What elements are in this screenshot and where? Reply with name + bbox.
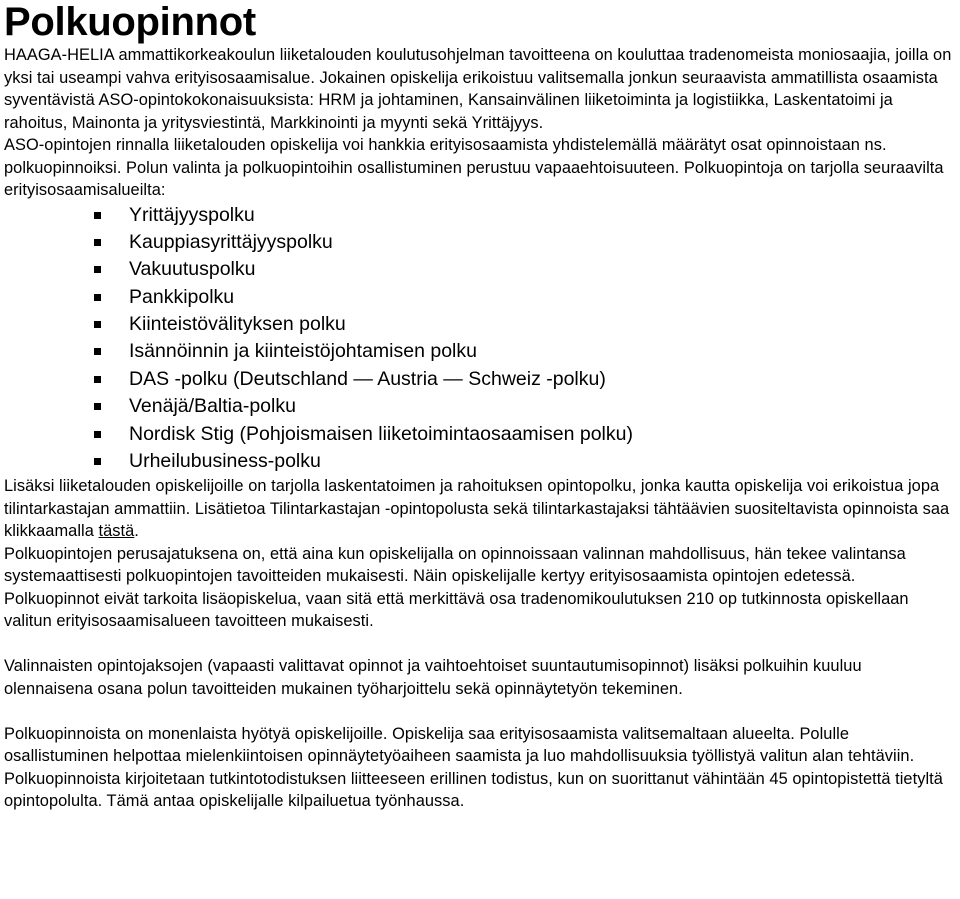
path-label: Kauppiasyrittäjyyspolku	[129, 230, 333, 253]
intro-paragraph: HAAGA-HELIA ammattikorkeakoulun liiketalouden koulutusohjelman tavoitteena on kouluttaa tradenomeista moniosaajia, joilla on yksi tai useampi vahva erityisosaamisalue. Jokainen opiskelija erikoistuu valitsemalla jonkun seuraavista ammatillista osaamista syventävistä ASO-opintokokonaisuuksista: HRM ja johtaminen, Kansainvälinen liiketoiminta ja logistiikka, Laskentatoimi ja rahoitus, Mainonta ja yritysviestintä, Markkinointi ja myynti sekä Yrittäjyys.	[4, 46, 952, 132]
list-item	[4, 256, 954, 283]
list-item	[4, 229, 954, 256]
list-item	[4, 421, 954, 448]
square-bullet-icon	[94, 348, 101, 355]
sentence-end: .	[134, 522, 139, 541]
square-bullet-icon	[94, 403, 101, 410]
list-item	[4, 366, 954, 393]
path-label: Yrittäjyyspolku	[129, 203, 255, 226]
path-label: Pankkipolku	[129, 285, 235, 308]
list-item	[4, 311, 954, 338]
path-label: DAS -polku (Deutschland — Austria — Schweiz -polku)	[129, 367, 606, 390]
square-bullet-icon	[94, 294, 101, 301]
page-title: Polkuopinnot	[4, 0, 256, 44]
electives-paragraph: Valinnaisten opintojaksojen (vapaasti valittavat opinnot ja vaihtoehtoiset suuntautumisopinnot) lisäksi polkuihin kuuluu olennaisena osana polun tavoitteiden mukainen työharjoittelu sekä opinnäytetyön tekeminen.	[4, 657, 862, 698]
square-bullet-icon	[94, 212, 101, 219]
spacer	[4, 633, 954, 656]
spacer	[4, 700, 954, 723]
square-bullet-icon	[94, 458, 101, 465]
path-label: Kiinteistövälityksen polku	[129, 313, 346, 336]
benefits-paragraph: Polkuopinnoista on monenlaista hyötyä opiskelijoille. Opiskelija saa erityisosaamista valitsemaltaan alueelta. Polulle osallistuminen helpottaa mielenkiintoisen opinnäytetyöaiheen saamista ja luo mahdollisuuksia työllistyä valitun alan tehtäviin. Polkuopinnoista kirjoitetaan tutkintotodistuksen liitteeseen erillinen todistus, kun on suorittanut vähintään 45 opintopistettä tietyltä opintopolulta. Tämä antaa opiskelijalle kilpailuetua työnhaussa.	[4, 724, 943, 811]
path-label: Vakuutuspolku	[129, 258, 256, 281]
path-label: Urheilubusiness-polku	[129, 450, 321, 473]
accounting-path-text: Lisäksi liiketalouden opiskelijoille on tarjolla laskentatoimen ja rahoituksen opintopolku, jonka kautta opiskelija voi erikoistua jopa tilintarkastajan ammattiin. Lisätietoa Tilintarkastajan -opintopolusta sekä tilintarkastajaksi tähtäävien suositeltavista opinnoista saa klikkaamalla	[4, 477, 950, 541]
list-item	[4, 202, 954, 229]
principle-paragraph: Polkuopintojen perusajatuksena on, että aina kun opiskelijalla on opinnoissaan valinnan mahdollisuus, hän tekee valintansa systemaattisesti polkuopintojen tavoitteiden mukaisesti. Näin opiskelijalle kertyy erityisosaamista opintojen edetessä. Polkuopinnot eivät tarkoita lisäopiskelua, vaan sitä että merkittävä osa tradenomikoulutuksen 210 op tutkinnosta opiskellaan valitun erityisosaamisalueen tavoitteen mukaisesti.	[4, 544, 909, 631]
list-item	[4, 338, 954, 365]
square-bullet-icon	[94, 266, 101, 273]
list-item	[4, 284, 954, 311]
path-label: Nordisk Stig (Pohjoismaisen liiketoimintaosaamisen polku)	[129, 422, 633, 445]
square-bullet-icon	[94, 376, 101, 383]
accounting-path-paragraph	[4, 475, 954, 543]
document-page	[4, 0, 954, 813]
path-label: Venäjä/Baltia-polku	[129, 395, 296, 418]
path-label: Isännöinnin ja kiinteistöjohtamisen polku	[129, 340, 477, 363]
path-list	[4, 202, 954, 476]
square-bullet-icon	[94, 321, 101, 328]
square-bullet-icon	[94, 431, 101, 438]
aso-paragraph: ASO-opintojen rinnalla liiketalouden opiskelija voi hankkia erityisosaamista yhdistelemällä määrätyt osat opinnoistaan ns. polkuopinnoiksi. Polun valinta ja polkuopintoihin osallistuminen perustuu vapaaehtoisuuteen. Polkuopintoja on tarjolla seuraavilta erityisosaamisalueilta:	[4, 136, 944, 199]
list-item	[4, 448, 954, 475]
square-bullet-icon	[94, 239, 101, 246]
list-item	[4, 393, 954, 420]
more-info-link[interactable]: tästä	[98, 522, 135, 541]
